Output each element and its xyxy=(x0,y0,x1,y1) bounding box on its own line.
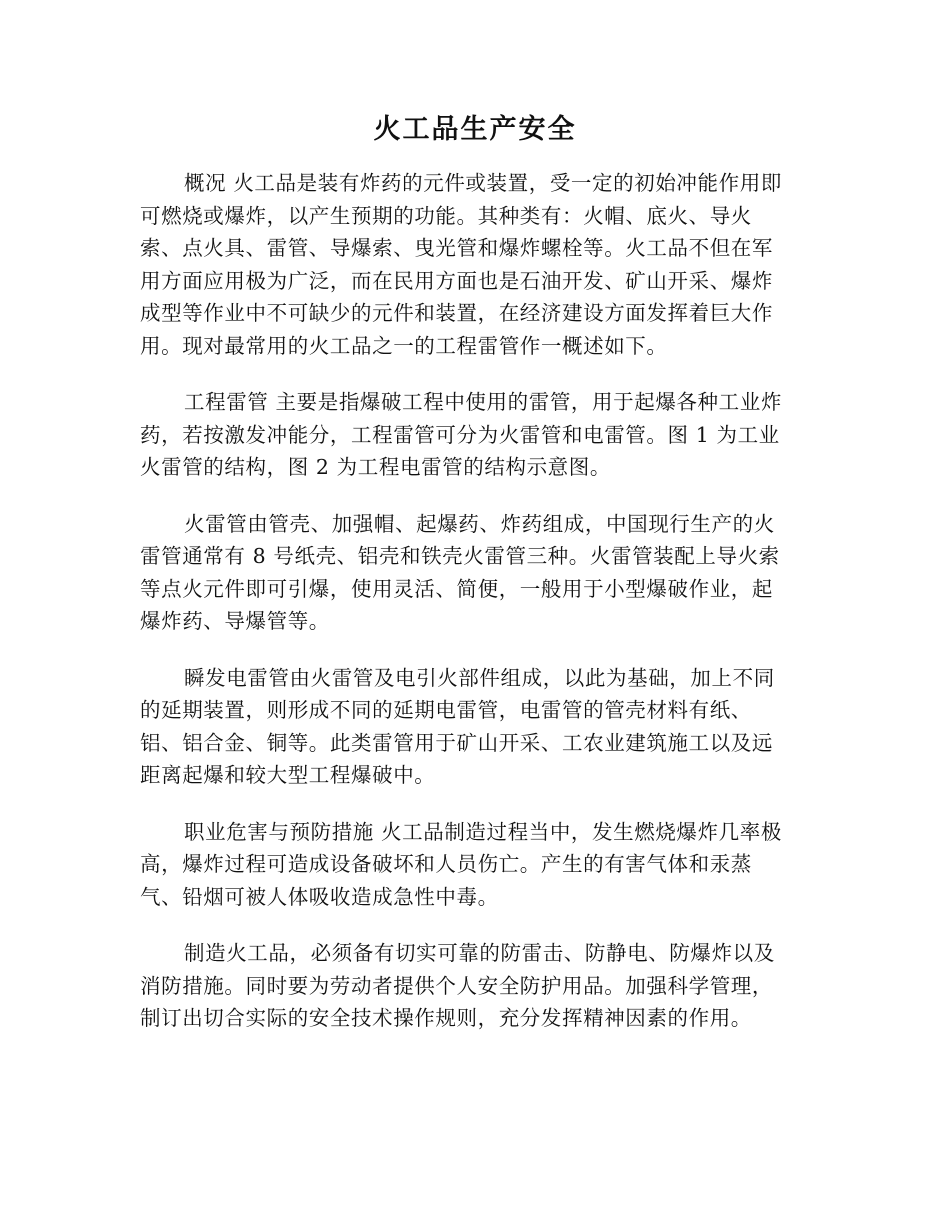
paragraph-line: 爆炸药、导爆管等。 xyxy=(140,609,330,633)
paragraph-line: 索、点火具、雷管、导爆索、曳光管和爆炸螺栓等。火工品不但在军 xyxy=(140,236,773,260)
paragraph-line: 职业危害与预防措施 火工品制造过程当中，发生燃烧爆炸几率极 xyxy=(184,819,782,844)
paragraph-line: 瞬发电雷管由火雷管及电引火部件组成，以此为基础，加上不同 xyxy=(184,665,775,690)
paragraph-line: 的延期装置，则形成不同的延期电雷管，电雷管的管壳材料有纸、 xyxy=(140,698,752,722)
paragraph-line: 消防措施。同时要为劳动者提供个人安全防护用品。加强科学管理， xyxy=(140,973,773,998)
paragraph-line: 雷管通常有 8 号纸壳、铝壳和铁壳火雷管三种。火雷管装配上导火索 xyxy=(140,544,780,568)
paragraph-line: 制造火工品，必须备有切实可靠的防雷击、防静电、防爆炸以及 xyxy=(184,941,775,965)
paragraph-line: 火雷管由管壳、加强帽、起爆药、炸药组成，中国现行生产的火 xyxy=(184,511,775,536)
paragraph-line: 用方面应用极为广泛，而在民用方面也是石油开发、矿山开采、爆炸 xyxy=(140,268,773,293)
paragraph-engineering-detonator xyxy=(140,386,810,484)
paragraph-fire-detonator xyxy=(140,508,810,638)
paragraph-line: 制订出切合实际的安全技术操作规则，充分发挥精神因素的作用。 xyxy=(140,1006,752,1030)
paragraph-line: 铝、铝合金、铜等。此类雷管用于矿山开采、工农业建筑施工以及远 xyxy=(140,730,773,755)
document-body xyxy=(140,167,810,1059)
paragraph-line: 距离起爆和较大型工程爆破中。 xyxy=(140,763,436,787)
paragraph-line: 用。现对最常用的火工品之一的工程雷管作一概述如下。 xyxy=(140,333,668,358)
paragraph-electric-detonator xyxy=(140,662,810,792)
paragraph-overview xyxy=(140,167,810,362)
paragraph-line: 等点火元件即可引爆，使用灵活、简便，一般用于小型爆破作业，起 xyxy=(140,576,773,601)
paragraph-line: 火雷管的结构，图 2 为工程电雷管的结构示意图。 xyxy=(140,455,611,479)
paragraph-line: 药，若按激发冲能分，工程雷管可分为火雷管和电雷管。图 1 为工业 xyxy=(140,422,780,447)
paragraph-safety-measures xyxy=(140,937,810,1035)
paragraph-occupational-hazards xyxy=(140,816,810,914)
paragraph-line: 成型等作业中不可缺少的元件和装置，在经济建设方面发挥着巨大作 xyxy=(140,301,773,325)
paragraph-line: 气、铅烟可被人体吸收造成急性中毒。 xyxy=(140,884,499,909)
paragraph-line: 概况 火工品是装有炸药的元件或装置，受一定的初始冲能作用即 xyxy=(184,171,782,195)
paragraph-line: 工程雷管 主要是指爆破工程中使用的雷管，用于起爆各种工业炸 xyxy=(184,390,782,414)
paragraph-line: 可燃烧或爆炸，以产生预期的功能。其种类有：火帽、底火、导火 xyxy=(140,203,752,228)
paragraph-line: 高，爆炸过程可造成设备破坏和人员伤亡。产生的有害气体和汞蒸 xyxy=(140,852,752,876)
document-title: 火工品生产安全 xyxy=(373,114,577,145)
